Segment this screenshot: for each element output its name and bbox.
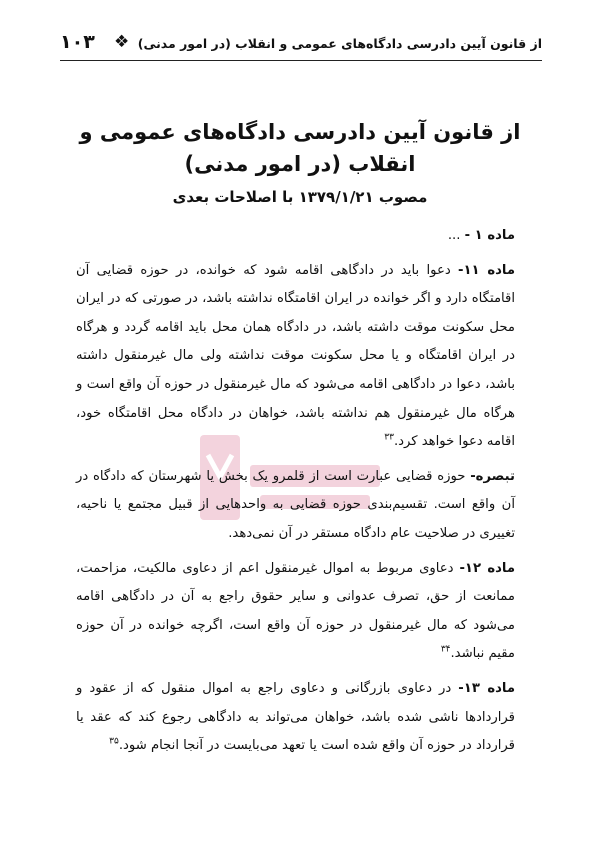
- chapter-subtitle: مصوب ۱۳۷۹/۱/۲۱ با اصلاحات بعدی: [172, 188, 428, 206]
- article-text: ...: [447, 228, 465, 243]
- article-paragraph: [76, 463, 515, 549]
- document-body: [76, 222, 515, 767]
- article-label: ماده ۱ -: [464, 228, 515, 243]
- article-text: دعاوی مربوط به اموال غیرمنقول اعم از دعاوی مالکیت، مزاحمت، ممانعت از حق، تصرف عدوانی و سایر حقوق راجع به آن در دادگاهی اقامه می‌شود که مال غیرمنقول در حوزه آن واقع است، اگرچه خوانده در آن حوزه مقیم نباشد.: [76, 560, 515, 662]
- article-text: در دعاوی بازرگانی و دعاوی راجع به اموال منقول که از عقود و قراردادها ناشی شده باشد، خواهان می‌تواند به دادگاهی رجوع کند که عقد یا قرارداد در حوزه آن واقع شده است یا تعهد می‌بایست در آنجا انجام شود.: [76, 680, 515, 754]
- article-label: ماده ۱۳-: [458, 680, 516, 696]
- article-paragraph: [76, 222, 515, 251]
- running-header: [60, 30, 542, 61]
- article-paragraph: [76, 257, 515, 457]
- article-label: ماده ۱۲-: [459, 560, 515, 576]
- running-header-title: از قانون آیین دادرسی دادگاه‌های عمومی و انقلاب (در امور مدنی): [137, 36, 542, 51]
- article-text: حوزه قضایی عبارت است از قلمرو یک بخش یا شهرستان که دادگاه در آن واقع است. تقسیم‌بندی حوزه قضایی به واحدهایی از قبیل مجتمع یا ناحیه، تغییری در صلاحیت عام دادگاه مستقر در آن نمی‌دهد.: [76, 468, 515, 541]
- article-text: دعوا باید در دادگاهی اقامه شود که خوانده، در حوزه قضایی آن اقامتگاه دارد و اگر خوانده در ایران اقامتگاه نداشته باشد، در صورتی که در ایران محل سکونت موقت داشته باشد، در دادگاه همان محل باید اقامه گردد و هرگاه در ایران اقامتگاه و یا محل سکونت موقت نداشته ولی مال غیرمنقول داشته باشد، دعوا در دادگاهی اقامه می‌شود که مال غیرمنقول در حوزه آن واقع است و هرگاه مال غیرمنقول هم نداشته باشد، خواهان در دادگاه محل اقامتگاه خود، اقامه دعوا خواهد کرد.: [76, 262, 515, 450]
- note-label: تبصره-: [470, 468, 515, 484]
- footnote-marker[interactable]: ۳۴: [440, 644, 451, 655]
- article-paragraph: [76, 555, 515, 669]
- footnote-marker[interactable]: ۳۵: [109, 736, 119, 747]
- chapter-title: از قانون آیین دادرسی دادگاه‌های عمومی و انقلاب (در امور مدنی): [79, 120, 521, 176]
- page-number: ۱۰۳: [60, 31, 95, 53]
- article-paragraph: [76, 675, 515, 761]
- article-label: ماده ۱۱-: [458, 262, 515, 278]
- diamond-ornament-icon: ❖: [114, 32, 130, 52]
- footnote-marker[interactable]: ۳۳: [384, 432, 394, 443]
